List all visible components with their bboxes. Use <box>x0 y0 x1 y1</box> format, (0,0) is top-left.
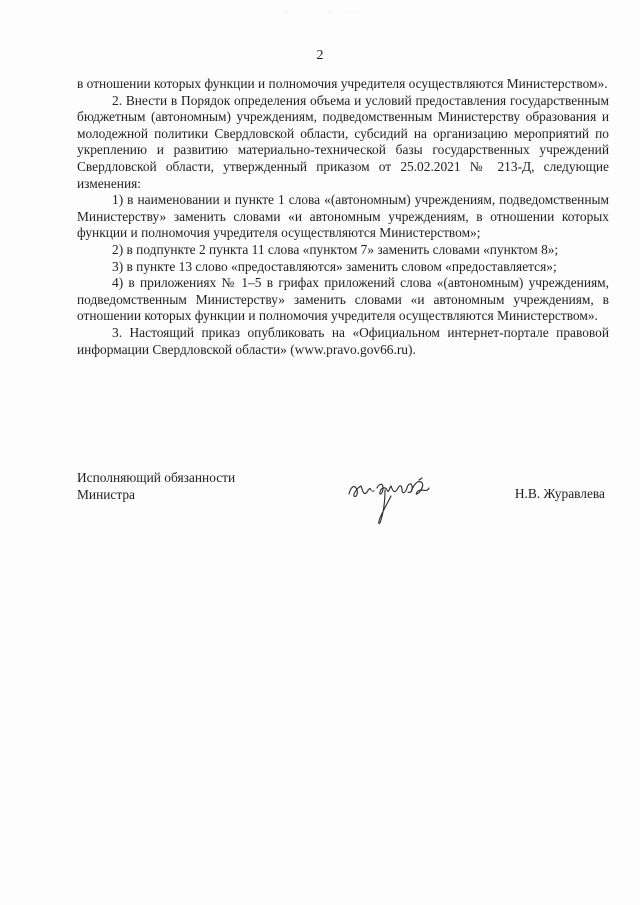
signatory-title-line2: Министра <box>77 486 136 502</box>
paragraph-subitem-3: 3) в пункте 13 слово «предоставляются» заменить словом «предоставляется»; <box>112 258 557 274</box>
signatory-title <box>77 470 235 503</box>
paragraph-continuation: в отношении которых функции и полномочия учредителя осуществляются Министерством». <box>77 76 608 91</box>
paragraph-subitem-4: 4) в приложениях № 1–5 в грифах приложений слова «(автономным) учреждениям, подведомственным Министерству» заменить словами «и автономным учреждениям, в отношении которых функции и полномочия учредителя осуществляются Министерством». <box>77 275 609 324</box>
paragraph-subitem-1: 1) в наименовании и пункте 1 слова «(автономным) учреждениям, подведомственным Министерству» заменить словами «и автономным учреждениям, в отношении которых функции и полномочия учредителя осуществляются Министерством»; <box>77 192 609 241</box>
page-number: 2 <box>316 48 324 63</box>
paragraph-subitem-2: 2) в подпункте 2 пункта 11 слова «пунктом 7» заменить словами «пунктом 8»; <box>112 241 559 257</box>
signatory-name: Н.В. Журавлева <box>514 486 605 501</box>
handwritten-signature <box>345 472 435 528</box>
signatory-title-line1: Исполняющий обязанности <box>77 470 236 485</box>
document-body <box>77 76 609 358</box>
paragraph-item-3: 3. Настоящий приказ опубликовать на «Официальном интернет-портале правовой информации Свердловской области» (www.pravo.gov66.ru). <box>77 324 609 357</box>
signature-block <box>77 470 609 540</box>
paragraph-item-2: 2. Внести в Порядок определения объема и условий предоставления государственным бюджетным (автономным) учреждениям, подведомственным Министерству образования и молодежной политики Свердловской области, субсидий на организацию мероприятий по укреплению и развитию материально-технической базы государственных учреждений Свердловской области, утвержденный приказом от 25.02.2021 № 213-Д, следующие изменения: <box>77 92 609 191</box>
scan-artifact <box>280 10 360 14</box>
